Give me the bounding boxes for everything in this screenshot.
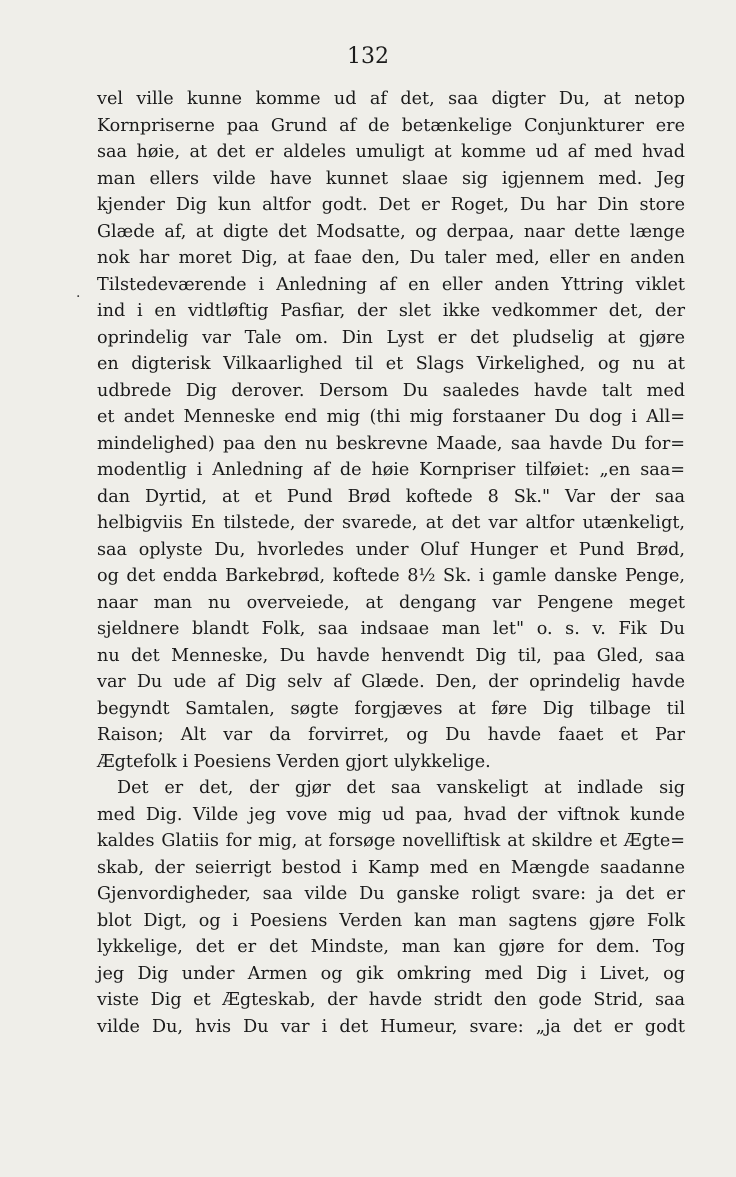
text-line: Tilstedeværende i Anledning af en eller anden Yttring viklet [97,274,685,295]
text-line: et andet Menneske end mig (thi mig forstaaner Du dog i All= [97,407,685,427]
text-line: Gjenvordigheder, saa vilde Du ganske roligt svare: ja det er [97,884,685,904]
text-line: viste Dig et Ægteskab, der havde stridt den gode Strid, saa [97,990,685,1010]
text-line: var Du ude af Dig selv af Glæde. Den, der oprindelig havde [97,672,685,692]
text-line: kjender Dig kun altfor godt. Det er Roget, Du har Din store [97,195,685,215]
text-line: Det er det, der gjør det saa vanskeligt at indlade sig [117,778,685,798]
text-line: dan Dyrtid, at et Pund Brød koftede 8 Sk." Var der saa [97,486,685,507]
text-line: vel ville kunne komme ud af det, saa digter Du, at netop [97,89,685,109]
text-line: begyndt Samtalen, søgte forgjæves at føre Dig tilbage til [97,698,685,719]
text-line: en digterisk Vilkaarlighed til et Slags Virkelighed, og nu at [97,354,685,374]
text-line: skab, der seierrigt bestod i Kamp med en Mængde saadanne [97,857,685,878]
text-line: Ægtefolk i Poesiens Verden gjort ulykkelige. [97,751,491,772]
text-line: nu det Menneske, Du havde henvendt Dig til, paa Gled, saa [97,645,685,666]
body-text [97,86,685,1040]
text-line: man ellers vilde have kunnet slaae sig igjennem med. Jeg [97,168,685,189]
text-line: vilde Du, hvis Du var i det Humeur, svare: „ja det er godt [97,1016,685,1037]
text-line: naar man nu overveiede, at dengang var Pengene meget [97,592,685,613]
text-line: Glæde af, at digte det Modsatte, og derpaa, naar dette længe [97,221,685,242]
page-number: 132 [347,44,389,69]
text-line: og det endda Barkebrød, koftede 8½ Sk. i gamle danske Penge, [97,566,685,586]
text-line: udbrede Dig derover. Dersom Du saaledes havde talt med [97,380,685,401]
text-line: oprindelig var Tale om. Din Lyst er det pludselig at gjøre [97,327,685,348]
margin-mark: · [76,289,81,305]
text-line: helbigviis En tilstede, der svarede, at det var altfor utænkeligt, [97,513,685,533]
text-line: saa høie, at det er aldeles umuligt at komme ud af med hvad [97,142,685,162]
text-line: Raison; Alt var da forvirret, og Du havde faaet et Par [97,725,685,745]
text-line: saa oplyste Du, hvorledes under Oluf Hunger et Pund Brød, [97,539,685,560]
text-line: lykkelige, det er det Mindste, man kan gjøre for dem. Tog [97,937,685,957]
text-line: modentlig i Anledning af de høie Kornpriser tilføiet: „en saa= [97,460,685,480]
text-line: med Dig. Vilde jeg vove mig ud paa, hvad der viftnok kunde [97,804,685,825]
text-line: blot Digt, og i Poesiens Verden kan man sagtens gjøre Folk [97,910,685,931]
text-line: kaldes Glatiis for mig, at forsøge novelliftisk at skildre et Ægte= [97,831,685,851]
text-line: nok har moret Dig, at faae den, Du taler med, eller en anden [97,248,685,268]
text-line: jeg Dig under Armen og gik omkring med Dig i Livet, og [97,963,685,984]
text-line: mindelighed) paa den nu beskrevne Maade, saa havde Du for= [97,433,685,454]
text-line: ind i en vidtløftig Pasfiar, der slet ikke vedkommer det, der [97,301,685,321]
text-line: Kornpriserne paa Grund af de betænkelige Conjunkturer ere [97,115,685,136]
text-line: sjeldnere blandt Folk, saa indsaae man let" o. s. v. Fik Du [97,619,685,639]
